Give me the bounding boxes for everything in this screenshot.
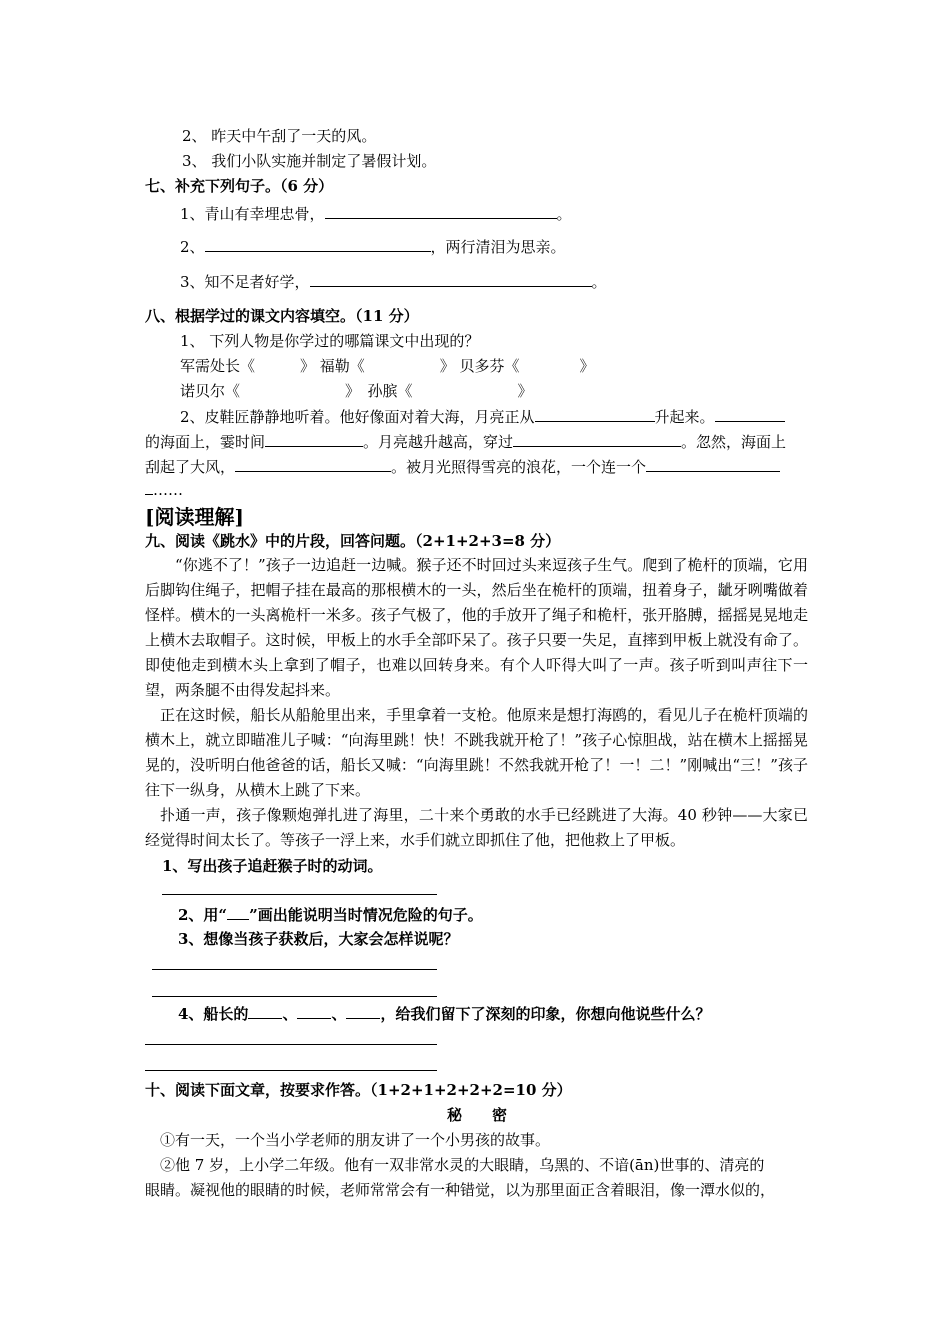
q8-sub-1: 1、 下列人物是你学过的哪篇课文中出现的？ xyxy=(180,332,480,350)
q7-line-1-end: 。 xyxy=(556,205,572,223)
q9-title: 九、阅读《跳水》中的片段，回答问题。（2+1+2+3=8 分） xyxy=(145,532,561,550)
q8-blank-4[interactable] xyxy=(513,431,681,447)
q8-blank-2[interactable] xyxy=(715,406,785,422)
q8-passage-line-4 xyxy=(145,479,183,500)
q9-question-3: 3、想像当孩子获救后，大家会怎样说呢？ xyxy=(178,930,459,948)
previous-item-3: 3、 我们小队实施并制定了暑假计划。 xyxy=(182,152,437,170)
q7-blank-3[interactable] xyxy=(310,271,592,287)
q8-title: 八、根据学过的课文内容填空。（11 分） xyxy=(145,307,419,325)
q8-passage-e: 。忽然，海面上 xyxy=(681,433,787,451)
q9-answer-line-4b[interactable] xyxy=(145,1070,437,1071)
q9-paragraph-3: 扑通一声，孩子像颗炮弹扎进了海里，二十来个勇敢的水手已经跳进了大海。40 秒钟——大家已经觉得时间太长了。等孩子一浮上来，水手们就立即抓住了他，把他救上了甲板。 xyxy=(145,806,808,849)
q7-line-1 xyxy=(180,203,572,224)
q8-passage-h: …… xyxy=(153,481,183,499)
q8-characters-row-2: 诺贝尔《 》 孙膑《 》 xyxy=(180,382,533,400)
q9-answer-line-1[interactable] xyxy=(162,894,437,895)
story-title: 秘 密 xyxy=(447,1106,508,1124)
q7-line-2-text: ，两行清泪为思亲。 xyxy=(430,238,566,256)
q9-question-1: 1、写出孩子追赶猴子时的动词。 xyxy=(162,857,383,875)
q9-question-4-start: 4、船长的 xyxy=(178,1005,249,1023)
q9-answer-line-3b[interactable] xyxy=(152,996,437,997)
q9-question-4-end: ，给我们留下了深刻的印象，你想向他说些什么？ xyxy=(380,1005,711,1023)
q8-blank-7[interactable] xyxy=(145,479,153,495)
q8-passage-line-3 xyxy=(145,456,780,477)
q9-separator-1: 、 xyxy=(282,1005,298,1023)
q8-blank-3[interactable] xyxy=(265,431,363,447)
q9-separator-2: 、 xyxy=(331,1005,347,1023)
q7-line-2 xyxy=(180,236,566,257)
story-paragraph-2-line-2: 眼睛。凝视他的眼睛的时候，老师常常会有一种错觉，以为那里面正含着眼泪，像一潭水似的， xyxy=(145,1181,776,1199)
q7-blank-1[interactable] xyxy=(325,203,557,219)
q8-passage-f: 刮起了大风， xyxy=(145,458,236,476)
q8-passage-a: 2、皮鞋匠静静地听着。他好像面对着大海，月亮正从 xyxy=(180,408,535,426)
q9-blank-4b[interactable] xyxy=(297,1003,331,1019)
q8-blank-6[interactable] xyxy=(646,456,780,472)
q8-passage-line-1 xyxy=(180,406,785,427)
q7-line-3 xyxy=(180,271,607,292)
q8-passage-line-2 xyxy=(145,431,786,452)
q8-blank-1[interactable] xyxy=(535,406,655,422)
q7-title: 七、补充下列句子。（6 分） xyxy=(145,177,334,195)
q8-characters-row-1: 军需处长《 》 福勒《 》 贝多芬《 》 xyxy=(180,357,595,375)
q9-question-2 xyxy=(178,904,483,925)
q9-paragraph-1: “你逃不了！”孩子一边追赶一边喊。猴子还不时回过头来逗孩子生气。爬到了桅杆的顶端，它用后脚钩住绳子，把帽子挂在最高的那根横木的一头，然后坐在桅杆的顶端，扭着身子，龇牙咧嘴做着怪样。横木的一头离桅杆一米多。孩子气极了，他的手放开了绳子和桅杆，张开胳膊，摇摇晃晃地走上横木去取帽子。这时候，甲板上的水手全部吓呆了。孩子只要一失足，直摔到甲板上就没有命了。即使他走到横木头上拿到了帽子，也难以回转身来。有个人吓得大叫了一声。孩子听到叫声往下一望，两条腿不由得发起抖来。 xyxy=(145,556,808,699)
reading-heading: [阅读理解] xyxy=(145,505,244,529)
q9-underline-sample xyxy=(227,904,249,920)
q8-passage-c: 的海面上，霎时间 xyxy=(145,433,266,451)
q9-question-2-start: 2、用“ xyxy=(178,906,228,924)
q7-blank-2[interactable] xyxy=(205,236,431,252)
q8-passage-g: 。被月光照得雪亮的浪花，一个连一个 xyxy=(391,458,647,476)
story-paragraph-1: ①有一天，一个当小学老师的朋友讲了一个小男孩的故事。 xyxy=(160,1131,551,1149)
q9-paragraph-2: 正在这时候，船长从船舱里出来，手里拿着一支枪。他原来是想打海鸥的，看见儿子在桅杆顶端的横木上，就立即瞄准儿子喊：“向海里跳！快！不跳我就开枪了！”孩子心惊胆战，站在横木上摇摇晃晃的，没听明白他爸爸的话，船长又喊：“向海里跳！不然我就开枪了！一！二！”刚喊出“三！”孩子往下一纵身，从横木上跳了下来。 xyxy=(145,706,808,799)
previous-item-2: 2、 昨天中午刮了一天的风。 xyxy=(182,127,377,145)
q7-line-3-text: 3、知不足者好学， xyxy=(180,273,310,291)
story-paragraph-2-line-1: ②他 7 岁，上小学二年级。他有一双非常水灵的大眼睛，乌黑的、不谙(ān)世事的、清亮的 xyxy=(160,1156,765,1174)
q9-answer-line-4a[interactable] xyxy=(145,1044,437,1045)
q7-line-1-text: 1、青山有幸埋忠骨， xyxy=(180,205,325,223)
q8-passage-b: 升起来。 xyxy=(654,408,715,426)
q10-title: 十、阅读下面文章，按要求作答。（1+2+1+2+2+2=10 分） xyxy=(145,1081,572,1099)
q7-line-3-end: 。 xyxy=(591,273,607,291)
q9-question-2-end: ”画出能说明当时情况危险的句子。 xyxy=(249,906,483,924)
q9-blank-4a[interactable] xyxy=(248,1003,282,1019)
q9-question-4 xyxy=(178,1003,710,1024)
q8-passage-d: 。月亮越升越高，穿过 xyxy=(363,433,514,451)
q9-blank-4c[interactable] xyxy=(346,1003,380,1019)
q9-answer-line-3a[interactable] xyxy=(152,969,437,970)
q7-line-2-num: 2、 xyxy=(180,238,205,256)
q8-blank-5[interactable] xyxy=(235,456,391,472)
